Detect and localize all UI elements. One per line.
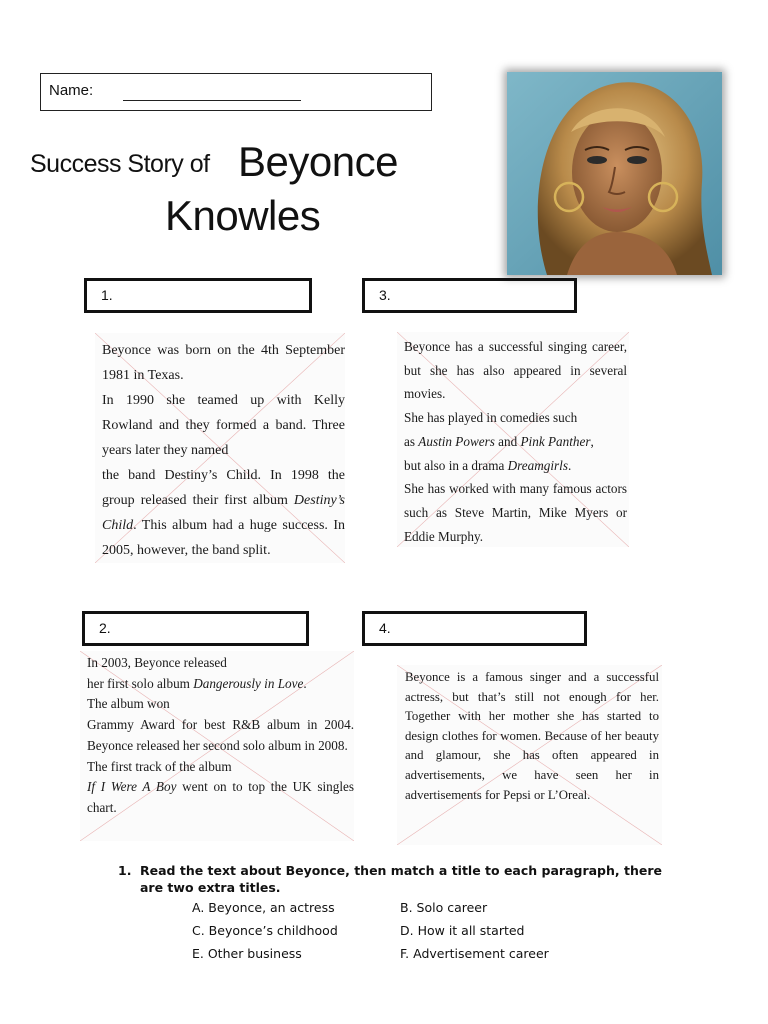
answer-box-3-number: 3.	[379, 287, 391, 303]
paragraph-2-panel	[80, 651, 354, 841]
option-e: E. Other business	[192, 946, 302, 961]
paragraph-4-panel	[397, 665, 662, 845]
paragraph-3-panel	[397, 332, 629, 547]
answer-box-3[interactable]	[362, 278, 577, 313]
title-prefix: Success Story of	[30, 150, 210, 178]
option-f: F. Advertisement career	[400, 946, 549, 961]
answer-box-2[interactable]	[82, 611, 309, 646]
option-b: B. Solo career	[400, 900, 488, 915]
question-text: Read the text about Beyonce, then match a title to each paragraph, there are two extra titles.	[140, 863, 663, 895]
answer-box-4[interactable]	[362, 611, 587, 646]
portrait-photo	[507, 72, 722, 275]
answer-box-1[interactable]	[84, 278, 312, 313]
question-number: 1.	[118, 863, 132, 878]
option-d: D. How it all started	[400, 923, 525, 938]
name-blank-line[interactable]	[123, 100, 301, 101]
answer-box-2-number: 2.	[99, 620, 111, 636]
title-first-name: Beyonce	[238, 138, 398, 185]
answer-box-1-number: 1.	[101, 287, 113, 303]
portrait-illustration	[507, 72, 722, 275]
paragraph-1-panel	[95, 333, 345, 563]
paragraph-4-text: Beyonce is a famous singer and a successful actress, but that’s still not enough for her. Together with her mother she has started to design clothes for women. Because of her beauty and glamour, she has often appeared in advertisements, we have seen her in advertisements for Pepsi or L’Oreal.	[405, 670, 659, 802]
option-c: C. Beyonce’s childhood	[192, 923, 338, 938]
paragraph-2-text: In 2003, Beyonce released her first solo album Dangerously in Love. The album won Grammy Award for best R&B album in 2004. Beyonce released her second solo album in 2008. The first track of the album If I Were A Boy went on to top the UK singles chart.	[87, 655, 354, 815]
name-label: Name:	[49, 82, 94, 99]
name-field-box[interactable]	[40, 73, 432, 111]
title-last-name: Knowles	[165, 192, 321, 239]
option-a: A. Beyonce, an actress	[192, 900, 335, 915]
answer-box-4-number: 4.	[379, 620, 391, 636]
paragraph-3-text: Beyonce has a successful singing career, but she has also appeared in several movies. She has played in comedies such as Austin Powers and Pink Panther, but also in a drama Dreamgirls. She has worked with many famous actors such as Steve Martin, Mike Myers or Eddie Murphy.	[404, 339, 627, 544]
paragraph-1-text: Beyonce was born on the 4th September 1981 in Texas. In 1990 she teamed up with Kelly Rowland and they formed a band. Three years later they named the band Destiny’s Child. In 1998 the group released their first album Destiny’s Child. This album had a huge success. In 2005, however, the band split.	[102, 343, 345, 558]
